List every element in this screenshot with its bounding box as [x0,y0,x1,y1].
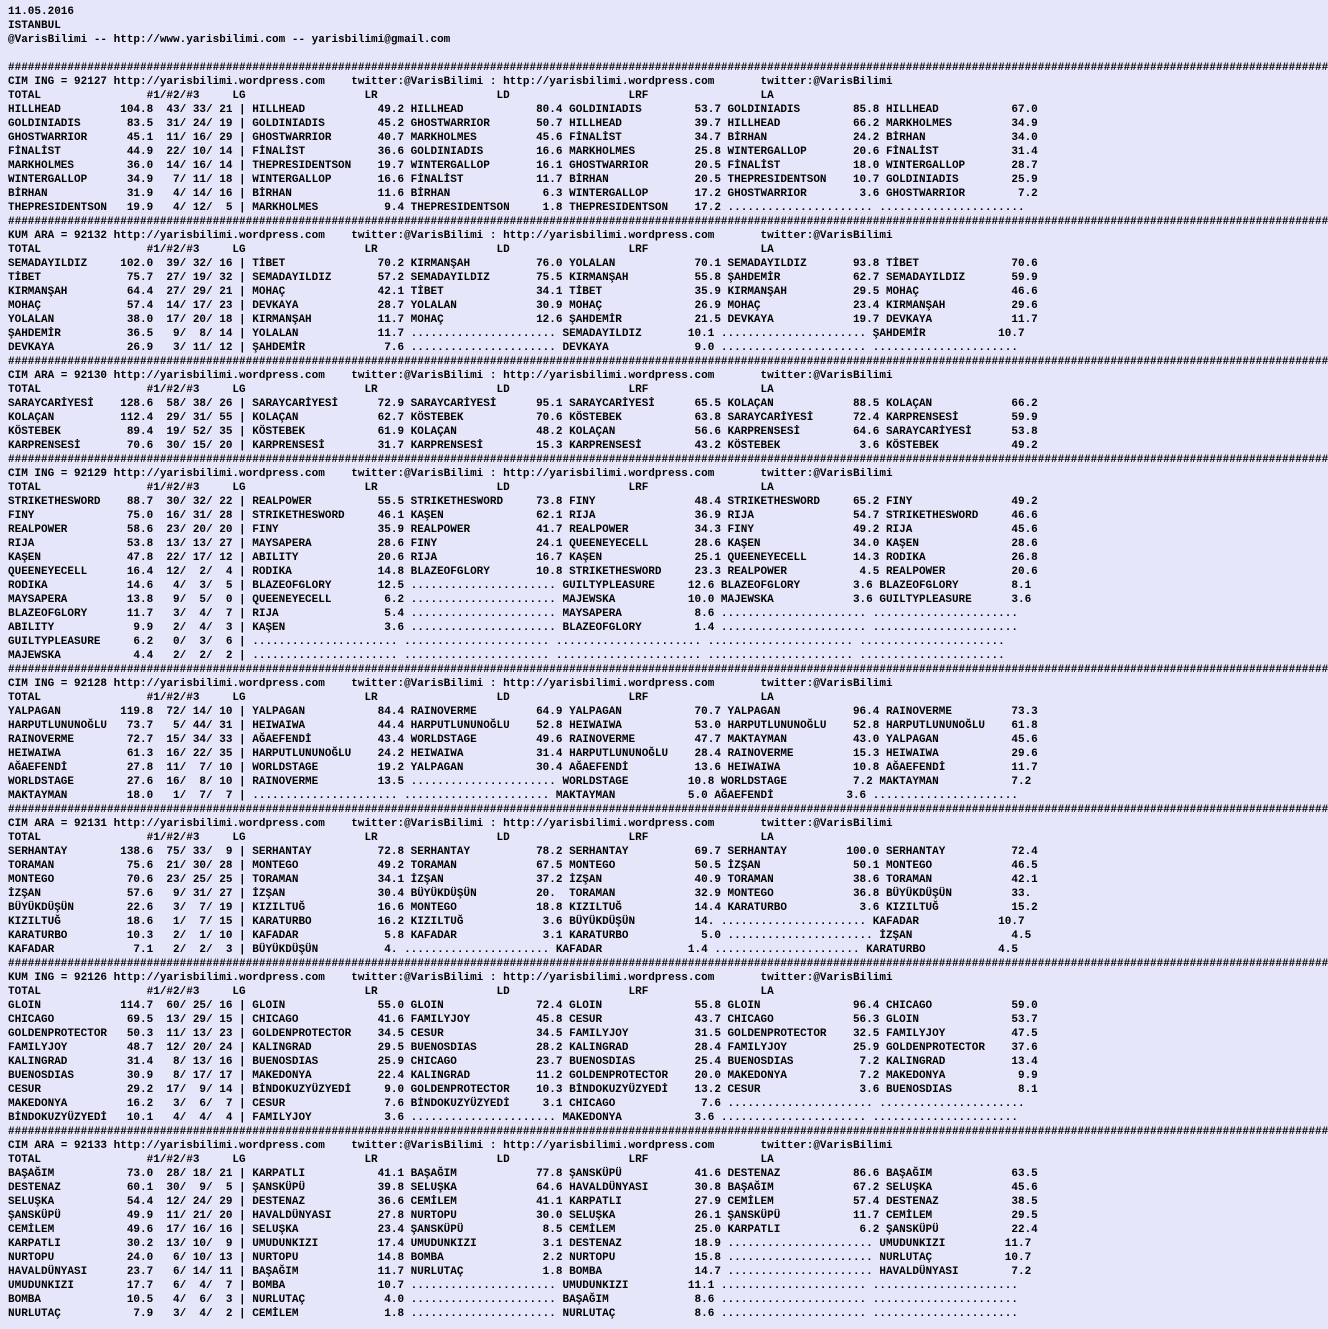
report-line: BÜYÜKDÜŞÜN 22.6 3/ 7/ 19 | KIZILTUĞ 16.6 MONTEGO 18.8 KIZILTUĞ 14.4 KARATURBO 3.6 KIZILTUĞ 15.2 [8,902,1038,914]
report-line: CIM ARA = 92133 http://yarisbilimi.wordpress.com twitter:@VarisBilimi : http://yarisbilimi.wordpress.com twitter:@VarisBilimi [8,1140,893,1152]
report-line: DEVKAYA 26.9 3/ 11/ 12 | ŞAHDEMİR 7.6 ...................... DEVKAYA 9.0 ...................... ...................... [8,342,1018,354]
report-line: ######################################################################################################################################################################################################## [8,62,1328,74]
report-line: HILLHEAD 104.8 43/ 33/ 21 | HILLHEAD 49.2 HILLHEAD 80.4 GOLDINIADIS 53.7 GOLDINIADIS 85.8 HILLHEAD 67.0 [8,104,1038,116]
report-line: ######################################################################################################################################################################################################## [8,664,1328,676]
report-line: KARPRENSESİ 70.6 30/ 15/ 20 | KARPRENSESİ 31.7 KARPRENSESİ 15.3 KARPRENSESİ 43.2 KÖSTEBEK 3.6 KÖSTEBEK 49.2 [8,440,1038,452]
report-line: MARKHOLMES 36.0 14/ 16/ 14 | THEPRESIDENTSON 19.7 WINTERGALLOP 16.1 GHOSTWARRIOR 20.5 FİNALİST 18.0 WINTERGALLOP 28.7 [8,160,1038,172]
report-line: BİRHAN 31.9 4/ 14/ 16 | BİRHAN 11.6 BİRHAN 6.3 WINTERGALLOP 17.2 GHOSTWARRIOR 3.6 GHOSTWARRIOR 7.2 [8,188,1038,200]
report-line: GUILTYPLEASURE 6.2 0/ 3/ 6 | ...................... ...................... ...................... ...................... ...................... [8,636,1005,648]
report-line: SERHANTAY 138.6 75/ 33/ 9 | SERHANTAY 72.8 SERHANTAY 78.2 SERHANTAY 69.7 SERHANTAY 100.0 SERHANTAY 72.4 [8,846,1038,858]
report-line: YALPAGAN 119.8 72/ 14/ 10 | YALPAGAN 84.4 RAINOVERME 64.9 YALPAGAN 70.7 YALPAGAN 96.4 RAINOVERME 73.3 [8,706,1038,718]
report-line: CIM ARA = 92130 http://yarisbilimi.wordpress.com twitter:@VarisBilimi : http://yarisbilimi.wordpress.com twitter:@VarisBilimi [8,370,893,382]
report-line: TOTAL #1/#2/#3 LG LR LD LRF LA [8,1154,774,1166]
report-line: KUM ARA = 92132 http://yarisbilimi.wordpress.com twitter:@VarisBilimi : http://yarisbilimi.wordpress.com twitter:@VarisBilimi [8,230,893,242]
report-line: ######################################################################################################################################################################################################## [8,958,1328,970]
report-line: KAFADAR 7.1 2/ 2/ 3 | BÜYÜKDÜŞÜN 4. ...................... KAFADAR 1.4 ...................... KARATURBO 4.5 [8,944,1018,956]
report-line: TOTAL #1/#2/#3 LG LR LD LRF LA [8,244,774,256]
report-line: AĞAEFENDİ 27.8 11/ 7/ 10 | WORLDSTAGE 19.2 YALPAGAN 30.4 AĞAEFENDİ 13.6 HEIWAIWA 10.8 AĞAEFENDİ 11.7 [8,762,1038,774]
report-line: TOTAL #1/#2/#3 LG LR LD LRF LA [8,692,774,704]
report-line: ######################################################################################################################################################################################################## [8,804,1328,816]
report-line: MAKTAYMAN 18.0 1/ 7/ 7 | ...................... ...................... MAKTAYMAN 5.0 AĞAEFENDİ 3.6 ...................... [8,790,1018,802]
report-line: SEMADAYILDIZ 102.0 39/ 32/ 16 | TİBET 70.2 KIRMANŞAH 76.0 YOLALAN 70.1 SEMADAYILDIZ 93.8 TİBET 70.6 [8,258,1038,270]
report-line [8,47,1328,61]
report-line: HAVALDÜNYASI 23.7 6/ 14/ 11 | BAŞAĞIM 11.7 NURLUTAÇ 1.8 BOMBA 14.7 ...................... HAVALDÜNYASI 7.2 [8,1266,1032,1278]
report-line: KÖSTEBEK 89.4 19/ 52/ 35 | KÖSTEBEK 61.9 KOLAÇAN 48.2 KOLAÇAN 56.6 KARPRENSESİ 64.6 SARAYCARİYESİ 53.8 [8,426,1038,438]
report-line: 11.05.2016 [8,6,75,18]
report-line: BUENOSDIAS 30.9 8/ 17/ 17 | MAKEDONYA 22.4 KALINGRAD 11.2 GOLDENPROTECTOR 20.0 MAKEDONYA 7.2 MAKEDONYA 9.9 [8,1070,1038,1082]
report-line: TOTAL #1/#2/#3 LG LR LD LRF LA [8,832,774,844]
report-line: ######################################################################################################################################################################################################## [8,216,1328,228]
report-line: REALPOWER 58.6 23/ 20/ 20 | FINY 35.9 REALPOWER 41.7 REALPOWER 34.3 FINY 49.2 RIJA 45.6 [8,524,1038,536]
report-line: BAŞAĞIM 73.0 28/ 18/ 21 | KARPATLI 41.1 BAŞAĞIM 77.8 ŞANSKÜPÜ 41.6 DESTENAZ 86.6 BAŞAĞIM 63.5 [8,1168,1038,1180]
report-line: ŞANSKÜPÜ 49.9 11/ 21/ 20 | HAVALDÜNYASI 27.8 NURTOPU 30.0 SELUŞKA 26.1 ŞANSKÜPÜ 11.7 CEMİLEM 29.5 [8,1210,1038,1222]
report-line: SARAYCARİYESİ 128.6 58/ 38/ 26 | SARAYCARİYESİ 72.9 SARAYCARİYESİ 95.1 SARAYCARİYESİ 65.5 KOLAÇAN 88.5 KOLAÇAN 66.2 [8,398,1038,410]
report-line: GOLDENPROTECTOR 50.3 11/ 13/ 23 | GOLDENPROTECTOR 34.5 CESUR 34.5 FAMILYJOY 31.5 GOLDENPROTECTOR 32.5 FAMILYJOY 47.5 [8,1028,1038,1040]
report-line: MOHAÇ 57.4 14/ 17/ 23 | DEVKAYA 28.7 YOLALAN 30.9 MOHAÇ 26.9 MOHAÇ 23.4 KIRMANŞAH 29.6 [8,300,1038,312]
report-line: MONTEGO 70.6 23/ 25/ 25 | TORAMAN 34.1 İZŞAN 37.2 İZŞAN 40.9 TORAMAN 38.6 TORAMAN 42.1 [8,874,1038,886]
report-line: TOTAL #1/#2/#3 LG LR LD LRF LA [8,482,774,494]
report-line: GOLDINIADIS 83.5 31/ 24/ 19 | GOLDINIADIS 45.2 GHOSTWARRIOR 50.7 HILLHEAD 39.7 HILLHEAD 66.2 MARKHOLMES 34.9 [8,118,1038,130]
report-line: ######################################################################################################################################################################################################## [8,356,1328,368]
report-line: CESUR 29.2 17/ 9/ 14 | BİNDOKUZYÜZYEDİ 9.0 GOLDENPROTECTOR 10.3 BİNDOKUZYÜZYEDİ 13.2 CESUR 3.6 BUENOSDIAS 8.1 [8,1084,1038,1096]
report-line: RAINOVERME 72.7 15/ 34/ 33 | AĞAEFENDİ 43.4 WORLDSTAGE 49.6 RAINOVERME 47.7 MAKTAYMAN 43.0 YALPAGAN 45.6 [8,734,1038,746]
report-line: NURTOPU 24.0 6/ 10/ 13 | NURTOPU 14.8 BOMBA 2.2 NURTOPU 15.8 ...................... NURLUTAÇ 10.7 [8,1252,1032,1264]
report-line: KIRMANŞAH 64.4 27/ 29/ 21 | MOHAÇ 42.1 TİBET 34.1 TİBET 35.9 KIRMANŞAH 29.5 MOHAÇ 46.6 [8,286,1038,298]
report-line: KUM ING = 92126 http://yarisbilimi.wordpress.com twitter:@VarisBilimi : http://yarisbilimi.wordpress.com twitter:@VarisBilimi [8,972,893,984]
report-line: HARPUTLUNUNOĞLU 73.7 5/ 44/ 31 | HEIWAIWA 44.4 HARPUTLUNUNOĞLU 52.8 HEIWAIWA 53.0 HARPUTLUNUNOĞLU 52.8 HARPUTLUNUNOĞLU 61.8 [8,720,1038,732]
report-line: KARPATLI 30.2 13/ 10/ 9 | UMUDUNKIZI 17.4 UMUDUNKIZI 3.1 DESTENAZ 18.9 ...................... UMUDUNKIZI 11.7 [8,1238,1032,1250]
report-line: KAŞEN 47.8 22/ 17/ 12 | ABILITY 20.6 RIJA 16.7 KAŞEN 25.1 QUEENEYECELL 14.3 RODIKA 26.8 [8,552,1038,564]
report-line: ABILITY 9.9 2/ 4/ 3 | KAŞEN 3.6 ...................... BLAZEOFGLORY 1.4 ...................... ...................... [8,622,1018,634]
report-line: QUEENEYECELL 16.4 12/ 2/ 4 | RODIKA 14.8 BLAZEOFGLORY 10.8 STRIKETHESWORD 23.3 REALPOWER 4.5 REALPOWER 20.6 [8,566,1038,578]
report-line: NURLUTAÇ 7.9 3/ 4/ 2 | CEMİLEM 1.8 ...................... NURLUTAÇ 8.6 ...................... ...................... [8,1308,1018,1320]
report-line: ISTANBUL [8,20,61,32]
report-line: CIM ING = 92127 http://yarisbilimi.wordpress.com twitter:@VarisBilimi : http://yarisbilimi.wordpress.com twitter:@VarisBilimi [8,76,893,88]
report-line: @VarisBilimi -- http://www.yarisbilimi.com -- yarisbilimi@gmail.com [8,34,451,46]
report-line: SELUŞKA 54.4 12/ 24/ 29 | DESTENAZ 36.6 CEMİLEM 41.1 KARPATLI 27.9 CEMİLEM 57.4 DESTENAZ 38.5 [8,1196,1038,1208]
report-line: BOMBA 10.5 4/ 6/ 3 | NURLUTAÇ 4.0 ...................... BAŞAĞIM 8.6 ...................... ...................... [8,1294,1018,1306]
report-line: WORLDSTAGE 27.6 16/ 8/ 10 | RAINOVERME 13.5 ...................... WORLDSTAGE 10.8 WORLDSTAGE 7.2 MAKTAYMAN 7.2 [8,776,1032,788]
report-line: İZŞAN 57.6 9/ 31/ 27 | İZŞAN 30.4 BÜYÜKDÜŞÜN 20. TORAMAN 32.9 MONTEGO 36.8 BÜYÜKDÜŞÜN 33. [8,888,1032,900]
report-line: KALINGRAD 31.4 8/ 13/ 16 | BUENOSDIAS 25.9 CHICAGO 23.7 BUENOSDIAS 25.4 BUENOSDIAS 7.2 KALINGRAD 13.4 [8,1056,1038,1068]
report-line: FAMILYJOY 48.7 12/ 20/ 24 | KALINGRAD 29.5 BUENOSDIAS 28.2 KALINGRAD 28.4 FAMILYJOY 25.9 GOLDENPROTECTOR 37.6 [8,1042,1038,1054]
report-line: GHOSTWARRIOR 45.1 11/ 16/ 29 | GHOSTWARRIOR 40.7 MARKHOLMES 45.6 FİNALİST 34.7 BİRHAN 24.2 BİRHAN 34.0 [8,132,1038,144]
report-line: MAKEDONYA 16.2 3/ 6/ 7 | CESUR 7.6 BİNDOKUZYÜZYEDİ 3.1 CHICAGO 7.6 ...................... ...................... [8,1098,1025,1110]
report-line: ######################################################################################################################################################################################################## [8,454,1328,466]
report-line: UMUDUNKIZI 17.7 6/ 4/ 7 | BOMBA 10.7 ...................... UMUDUNKIZI 11.1 ...................... ...................... [8,1280,1018,1292]
report-line: CHICAGO 69.5 13/ 29/ 15 | CHICAGO 41.6 FAMILYJOY 45.8 CESUR 43.7 CHICAGO 56.3 GLOIN 53.7 [8,1014,1038,1026]
report-line: KARATURBO 10.3 2/ 1/ 10 | KAFADAR 5.8 KAFADAR 3.1 KARATURBO 5.0 ...................... İZŞAN 4.5 [8,930,1032,942]
report-line: TOTAL #1/#2/#3 LG LR LD LRF LA [8,384,774,396]
report-line: MAYSAPERA 13.8 9/ 5/ 0 | QUEENEYECELL 6.2 ...................... MAJEWSKA 10.0 MAJEWSKA 3.6 GUILTYPLEASURE 3.6 [8,594,1032,606]
report-line: YOLALAN 38.0 17/ 20/ 18 | KIRMANŞAH 11.7 MOHAÇ 12.6 ŞAHDEMİR 21.5 DEVKAYA 19.7 DEVKAYA 11.7 [8,314,1038,326]
report-line: KIZILTUĞ 18.6 1/ 7/ 15 | KARATURBO 16.2 KIZILTUĞ 3.6 BÜYÜKDÜŞÜN 14. ...................... KAFADAR 10.7 [8,916,1025,928]
report-line: CIM ING = 92128 http://yarisbilimi.wordpress.com twitter:@VarisBilimi : http://yarisbilimi.wordpress.com twitter:@VarisBilimi [8,678,893,690]
report-line: BİNDOKUZYÜZYEDİ 10.1 4/ 4/ 4 | FAMILYJOY 3.6 ...................... MAKEDONYA 3.6 ...................... ...................... [8,1112,1018,1124]
report-line: MAJEWSKA 4.4 2/ 2/ 2 | ...................... ...................... ...................... ...................... ...................... [8,650,1005,662]
report-line: ######################################################################################################################################################################################################## [8,1126,1328,1138]
report-line: CIM ARA = 92131 http://yarisbilimi.wordpress.com twitter:@VarisBilimi : http://yarisbilimi.wordpress.com twitter:@VarisBilimi [8,818,893,830]
report-line: TİBET 75.7 27/ 19/ 32 | SEMADAYILDIZ 57.2 SEMADAYILDIZ 75.5 KIRMANŞAH 55.8 ŞAHDEMİR 62.7 SEMADAYILDIZ 59.9 [8,272,1038,284]
report-line: TOTAL #1/#2/#3 LG LR LD LRF LA [8,90,774,102]
race-report-document [8,5,1328,1321]
report-line: FİNALİST 44.9 22/ 10/ 14 | FİNALİST 36.6 GOLDINIADIS 16.6 MARKHOLMES 25.8 WINTERGALLOP 20.6 FİNALİST 31.4 [8,146,1038,158]
report-line: CIM ING = 92129 http://yarisbilimi.wordpress.com twitter:@VarisBilimi : http://yarisbilimi.wordpress.com twitter:@VarisBilimi [8,468,893,480]
report-line: RODIKA 14.6 4/ 3/ 5 | BLAZEOFGLORY 12.5 ...................... GUILTYPLEASURE 12.6 BLAZEOFGLORY 3.6 BLAZEOFGLORY 8.1 [8,580,1032,592]
report-line: TOTAL #1/#2/#3 LG LR LD LRF LA [8,986,774,998]
report-line: ŞAHDEMİR 36.5 9/ 8/ 14 | YOLALAN 11.7 ...................... SEMADAYILDIZ 10.1 ...................... ŞAHDEMİR 10.7 [8,328,1025,340]
report-line: DESTENAZ 60.1 30/ 9/ 5 | ŞANSKÜPÜ 39.8 SELUŞKA 64.6 HAVALDÜNYASI 30.8 BAŞAĞIM 67.2 SELUŞKA 45.6 [8,1182,1038,1194]
report-line: WINTERGALLOP 34.9 7/ 11/ 18 | WINTERGALLOP 16.6 FİNALİST 11.7 BİRHAN 20.5 THEPRESIDENTSON 10.7 GOLDINIADIS 25.9 [8,174,1038,186]
report-line: STRIKETHESWORD 88.7 30/ 32/ 22 | REALPOWER 55.5 STRIKETHESWORD 73.8 FINY 48.4 STRIKETHESWORD 65.2 FINY 49.2 [8,496,1038,508]
report-line: FINY 75.0 16/ 31/ 28 | STRIKETHESWORD 46.1 KAŞEN 62.1 RIJA 36.9 RIJA 54.7 STRIKETHESWORD 46.6 [8,510,1038,522]
report-line: THEPRESIDENTSON 19.9 4/ 12/ 5 | MARKHOLMES 9.4 THEPRESIDENTSON 1.8 THEPRESIDENTSON 17.2 ...................... ...................... [8,202,1025,214]
report-line: GLOIN 114.7 60/ 25/ 16 | GLOIN 55.0 GLOIN 72.4 GLOIN 55.8 GLOIN 96.4 CHICAGO 59.0 [8,1000,1038,1012]
report-line: RIJA 53.8 13/ 13/ 27 | MAYSAPERA 28.6 FINY 24.1 QUEENEYECELL 28.6 KAŞEN 34.0 KAŞEN 28.6 [8,538,1038,550]
report-line: BLAZEOFGLORY 11.7 3/ 4/ 7 | RIJA 5.4 ...................... MAYSAPERA 8.6 ...................... ...................... [8,608,1018,620]
report-line: CEMİLEM 49.6 17/ 16/ 16 | SELUŞKA 23.4 ŞANSKÜPÜ 8.5 CEMİLEM 25.0 KARPATLI 6.2 ŞANSKÜPÜ 22.4 [8,1224,1038,1236]
report-line: HEIWAIWA 61.3 16/ 22/ 35 | HARPUTLUNUNOĞLU 24.2 HEIWAIWA 31.4 HARPUTLUNUNOĞLU 28.4 RAINOVERME 15.3 HEIWAIWA 29.6 [8,748,1038,760]
report-line: KOLAÇAN 112.4 29/ 31/ 55 | KOLAÇAN 62.7 KÖSTEBEK 70.6 KÖSTEBEK 63.8 SARAYCARİYESİ 72.4 KARPRENSESİ 59.9 [8,412,1038,424]
report-line: TORAMAN 75.6 21/ 30/ 28 | MONTEGO 49.2 TORAMAN 67.5 MONTEGO 50.5 İZŞAN 50.1 MONTEGO 46.5 [8,860,1038,872]
